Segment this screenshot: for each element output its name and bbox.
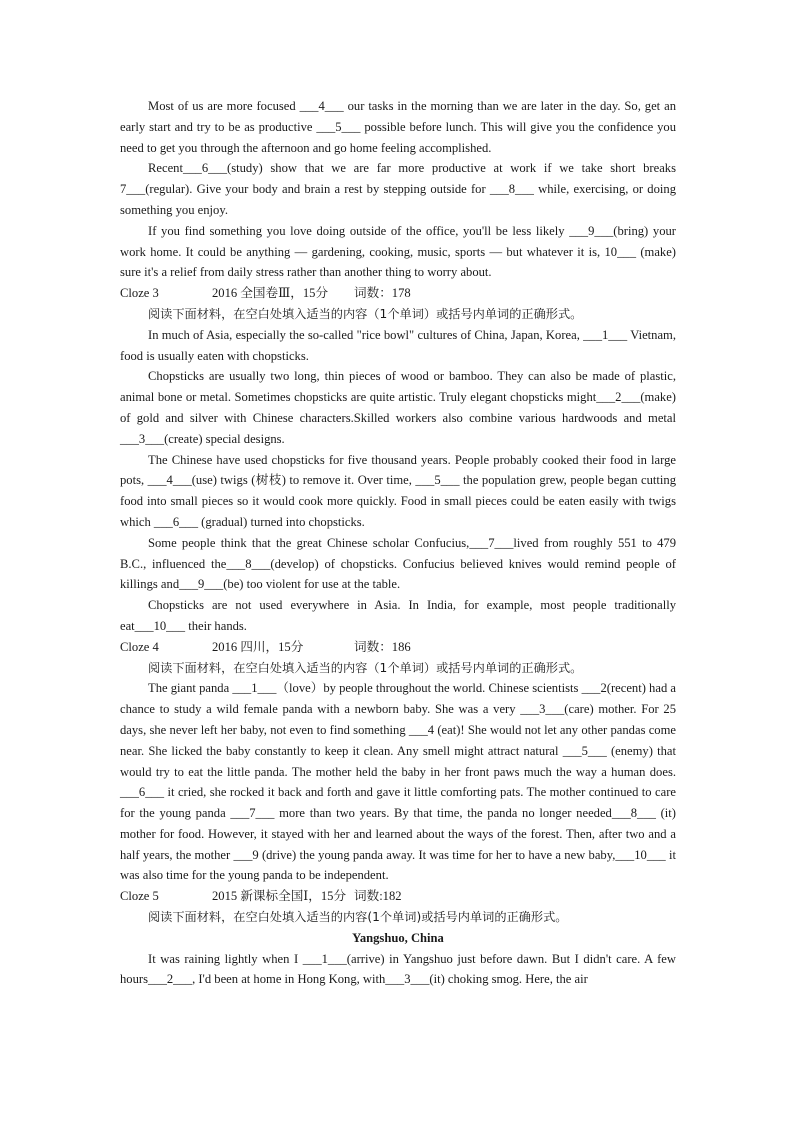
word-count: 词数:182: [354, 889, 402, 904]
cloze-5-header: [120, 886, 676, 907]
word-count: 词数：178: [354, 286, 411, 301]
paragraph: Recent___6___(study) show that we are far more productive at work if we take short breaks 7___(regular). Give your body and brain a rest by stepping outside for ___8___ while, exercising, or doing something you enjoy.: [120, 161, 676, 217]
instruction: 阅读下面材料，在空白处填入适当的内容(1个单词)或括号内单词的正确形式。: [148, 910, 568, 925]
paragraph: The giant panda ___1___（love）by people throughout the world. Chinese scientists ___2(recent) had a chance to study a wild female panda with a newborn baby. She was a very ___3___(care) mother. For 25 days, she never left her baby, not even to find something ___4 (eat)! She would not let any other pandas come near. She licked the baby constantly to keep it clean. Any smell might attract natural ___5___ (enemy) that would try to eat the little panda. The mother held the baby in her front paws much the way a human does. ___6___ it cried, she rocked it back and forth and gave it little comforting pats. The mother continued to care for the young panda ___7___ more than two years. By that time, the panda no longer needed___8___ (it) mother for food. However, it stayed with her and learned about the ways of the forest. Then, after two and a half years, the mother ___9 (drive) the young panda away. It was time for her to have a new baby,___10___ it was also time for the young panda to be independent.: [120, 681, 676, 883]
instruction: 阅读下面材料，在空白处填入适当的内容（1个单词）或括号内单词的正确形式。: [148, 306, 583, 321]
cloze-source: 2016 全国卷Ⅲ，15分: [212, 286, 329, 301]
cloze-source: 2016 四川，15分: [212, 639, 304, 654]
passage-title: Yangshuo, China: [352, 930, 444, 945]
paragraph: Most of us are more focused ___4___ our tasks in the morning than we are later in the day. So, get an early start and try to be as productive ___5___ possible before lunch. This will give you the confidence you need to get you through the afternoon and go home feeling accomplished.: [120, 99, 676, 155]
paragraph: Chopsticks are usually two long, thin pieces of wood or bamboo. They can also be made of plastic, animal bone or metal. Sometimes chopsticks are quite artistic. Truly elegant chopsticks might___2___(make) of gold and silver with Chinese characters.Skilled workers also combine various hardwoods and metal ___3___(create) special designs.: [120, 369, 676, 446]
paragraph: If you find something you love doing outside of the office, you'll be less likely ___9___(bring) your work home. It could be anything — gardening, cooking, music, sports — but whatever it is, 10___ (make) sure it's a relief from daily stress rather than another thing to worry about.: [120, 223, 676, 280]
cloze-label: Cloze 3: [120, 286, 159, 301]
paragraph: Some people think that the great Chinese scholar Confucius,___7___lived from roughly 551 to 479 B.C., influenced the___8___(develop) of chopsticks. Confucius believed knives would remind people of killings and___9___(be) too violent for use at the table.: [120, 535, 676, 592]
paragraph: It was raining lightly when I ___1___(arrive) in Yangshuo just before dawn. But I didn't care. A few hours___2___, I'd been at home in Hong Kong, with___3___(it) choking smog. Here, the air: [120, 951, 676, 987]
cloze-label: Cloze 5: [120, 889, 159, 904]
cloze-3-header: [120, 283, 676, 304]
cloze-label: Cloze 4: [120, 639, 159, 654]
paragraph: In much of Asia, especially the so-called "rice bowl" cultures of China, Japan, Korea, ___1___ Vietnam, food is usually eaten with chopsticks.: [120, 327, 676, 363]
instruction: 阅读下面材料，在空白处填入适当的内容（1个单词）或括号内单词的正确形式。: [148, 660, 583, 675]
cloze-4-header: [120, 637, 676, 658]
paragraph: The Chinese have used chopsticks for five thousand years. People probably cooked their food in large pots, ___4___(use) twigs (树枝) to remove it. Over time, ___5___ the population grew, people began cutting food into small pieces so it would cook more quickly. Food in small pieces could be eaten easily with twigs which ___6___ (gradual) turned into chopsticks.: [120, 452, 676, 529]
word-count: 词数：186: [354, 639, 411, 654]
cloze-source: 2015 新课标全国Ⅰ，15分: [212, 889, 347, 904]
paragraph: Chopsticks are not used everywhere in Asia. In India, for example, most people traditionally eat___10___ their hands.: [120, 598, 676, 633]
document-page: [120, 96, 676, 990]
